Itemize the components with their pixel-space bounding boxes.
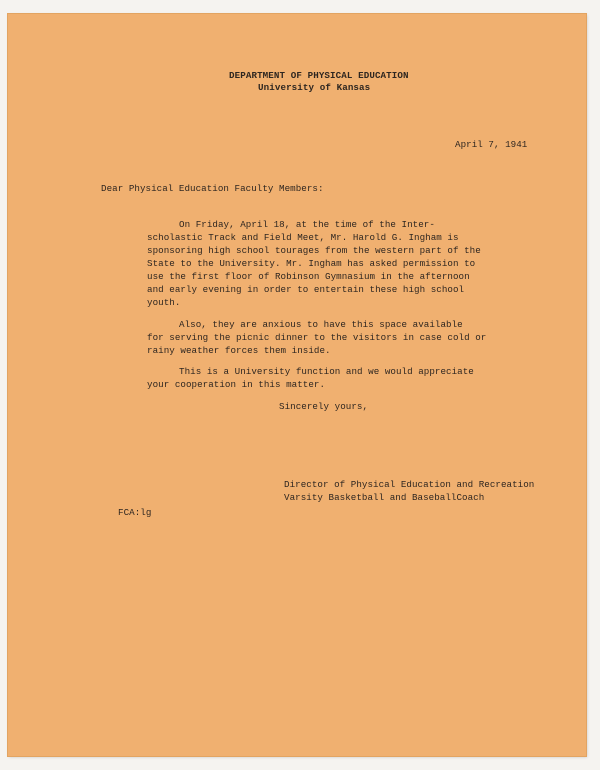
- paragraph-line: sponsoring high school tourages from the western part of the: [147, 245, 481, 256]
- paragraph-line: and early evening in order to entertain these high school: [147, 284, 465, 295]
- paragraph-line: This is a University function and we would appreciate: [179, 366, 474, 377]
- letter-date: April 7, 1941: [455, 139, 528, 150]
- paragraph-line: State to the University. Mr. Ingham has asked permission to: [147, 258, 476, 269]
- letter-page: [8, 14, 586, 756]
- department-heading: DEPARTMENT OF PHYSICAL EDUCATION: [229, 70, 409, 81]
- paragraph-line: your cooperation in this matter.: [147, 379, 326, 390]
- salutation: Dear Physical Education Faculty Members:: [101, 183, 324, 194]
- reference-initials: FCA:lg: [118, 507, 152, 518]
- paragraph-line: rainy weather forces them inside.: [147, 345, 331, 356]
- signature-title-line: Director of Physical Education and Recreation: [284, 479, 535, 490]
- paragraph-line: Also, they are anxious to have this space available: [179, 319, 463, 330]
- closing: Sincerely yours,: [279, 401, 369, 412]
- signature-title-line: Varsity Basketball and BaseballCoach: [284, 492, 485, 503]
- paragraph-line: use the first floor of Robinson Gymnasium in the afternoon: [147, 271, 470, 282]
- paragraph-line: for serving the picnic dinner to the visitors in case cold or: [147, 332, 487, 343]
- paragraph-line: On Friday, April 18, at the time of the Inter-: [179, 219, 435, 230]
- university-heading: University of Kansas: [258, 82, 371, 93]
- paragraph-line: scholastic Track and Field Meet, Mr. Harold G. Ingham is: [147, 232, 459, 243]
- paragraph-line: youth.: [147, 297, 181, 308]
